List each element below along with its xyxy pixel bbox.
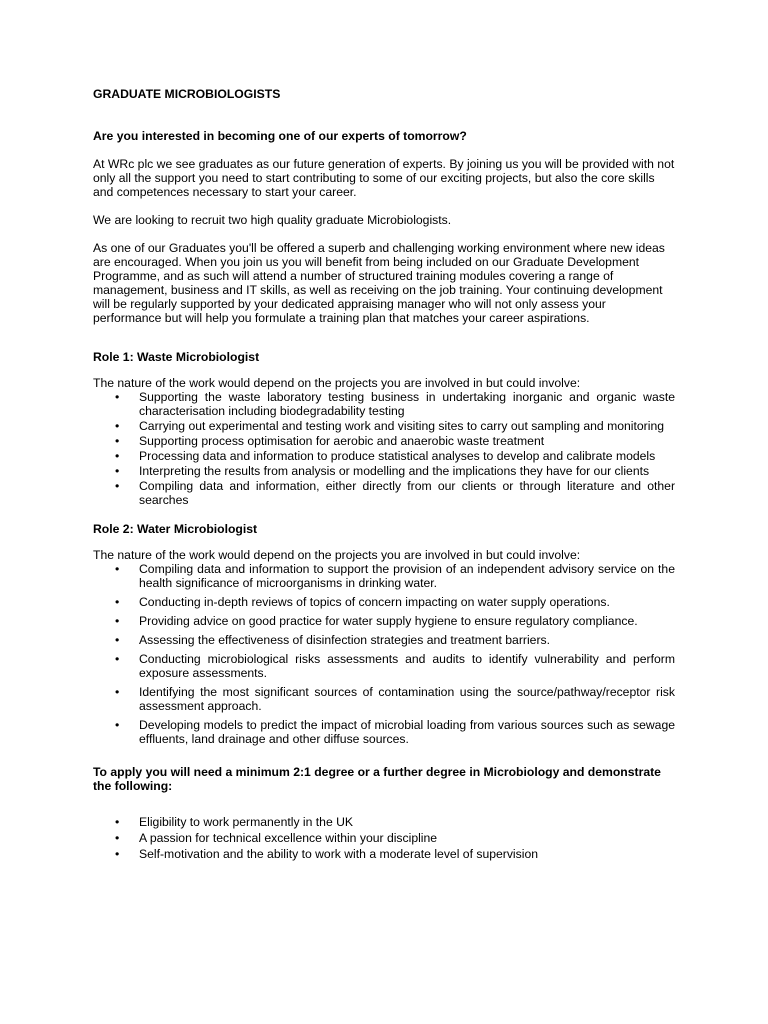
list-item xyxy=(93,479,675,507)
role1-list xyxy=(93,390,675,507)
list-item xyxy=(93,815,675,829)
list-item-text: Processing data and information to produce statistical analyses to develop and calibrate models xyxy=(139,449,656,463)
list-item-text: Interpreting the results from analysis or modelling and the implications they have for our clients xyxy=(139,464,650,478)
bullet-icon: • xyxy=(115,479,120,493)
bullet-icon: • xyxy=(115,449,120,463)
role1-heading: Role 1: Waste Microbiologist xyxy=(93,350,260,364)
bullet-icon: • xyxy=(115,434,120,448)
list-item-text: Assessing the effectiveness of disinfection strategies and treatment barriers. xyxy=(139,633,550,647)
list-item-text: Compiling data and information to support the provision of an independent advisory service on the health significance of microorganisms in drinking water. xyxy=(139,562,675,590)
bullet-icon: • xyxy=(115,614,120,628)
bullet-icon: • xyxy=(115,419,120,433)
bullet-icon: • xyxy=(115,464,120,478)
list-item-text: Carrying out experimental and testing work and visiting sites to carry out sampling and monitoring xyxy=(139,419,664,433)
list-item xyxy=(93,652,675,680)
list-item xyxy=(93,633,675,647)
list-item xyxy=(93,419,675,433)
list-item xyxy=(93,685,675,713)
paragraph-intro: At WRc plc we see graduates as our future generation of experts. By joining us you will be provided with not only all the support you need to start contributing to some of our exciting projects, but also the core skills and competences necessary to start your career. xyxy=(93,157,675,199)
list-item xyxy=(93,614,675,628)
list-item xyxy=(93,449,675,463)
list-item-text: Supporting the waste laboratory testing business in undertaking inorganic and organic waste characterisation including biodegradability testing xyxy=(139,390,675,418)
list-item xyxy=(93,847,675,861)
requirements-list xyxy=(93,815,675,861)
list-item-text: Conducting in-depth reviews of topics of concern impacting on water supply operations. xyxy=(139,595,610,609)
bullet-icon: • xyxy=(115,390,120,404)
list-item-text: Identifying the most significant sources of contamination using the source/pathway/receptor risk assessment approach. xyxy=(139,685,675,713)
document-title: GRADUATE MICROBIOLOGISTS xyxy=(93,87,281,101)
bullet-icon: • xyxy=(115,652,120,666)
list-item xyxy=(93,434,675,448)
list-item xyxy=(93,390,675,418)
bullet-icon: • xyxy=(115,831,120,845)
list-item-text: Developing models to predict the impact of microbial loading from various sources such as sewage effluents, land drainage and other diffuse sources. xyxy=(139,718,675,746)
list-item xyxy=(93,718,675,746)
role2-heading: Role 2: Water Microbiologist xyxy=(93,522,258,536)
list-item-text: Supporting process optimisation for aerobic and anaerobic waste treatment xyxy=(139,434,545,448)
list-item-text: Compiling data and information, either directly from our clients or through literature and other searches xyxy=(139,479,675,507)
bullet-icon: • xyxy=(115,633,120,647)
list-item-text: Conducting microbiological risks assessments and audits to identify vulnerability and perform exposure assessments. xyxy=(139,652,675,680)
paragraph-programme: As one of our Graduates you'll be offered a superb and challenging working environment where new ideas are encouraged. When you join us you will benefit from being included on our Graduate Development Programme, and as such will attend a number of structured training modules covering a range of management, business and IT skills, as well as receiving on the job training. Your continuing development will be regularly supported by your dedicated appraising manager who will not only assess your performance but will help you formulate a training plan that matches your career aspirations. xyxy=(93,241,665,325)
requirements-heading: To apply you will need a minimum 2:1 degree or a further degree in Microbiology and demonstrate the following: xyxy=(93,765,661,793)
list-item-text: Eligibility to work permanently in the UK xyxy=(139,815,354,829)
paragraph-recruit: We are looking to recruit two high quality graduate Microbiologists. xyxy=(93,213,452,227)
list-item xyxy=(93,831,675,845)
bullet-icon: • xyxy=(115,685,120,699)
bullet-icon: • xyxy=(115,815,120,829)
bullet-icon: • xyxy=(115,595,120,609)
list-item-text: Providing advice on good practice for water supply hygiene to ensure regulatory compliance. xyxy=(139,614,638,628)
bullet-icon: • xyxy=(115,562,120,576)
list-item xyxy=(93,464,675,478)
list-item xyxy=(93,595,675,609)
list-item-text: Self-motivation and the ability to work with a moderate level of supervision xyxy=(139,847,538,861)
role2-list xyxy=(93,562,675,746)
list-item xyxy=(93,562,675,590)
bullet-icon: • xyxy=(115,718,120,732)
role2-lead: The nature of the work would depend on the projects you are involved in but could involve: xyxy=(93,548,581,562)
document-body xyxy=(93,87,675,863)
intro-question: Are you interested in becoming one of our experts of tomorrow? xyxy=(93,129,467,143)
bullet-icon: • xyxy=(115,847,120,861)
list-item-text: A passion for technical excellence within your discipline xyxy=(139,831,438,845)
role1-lead: The nature of the work would depend on the projects you are involved in but could involve: xyxy=(93,376,581,390)
